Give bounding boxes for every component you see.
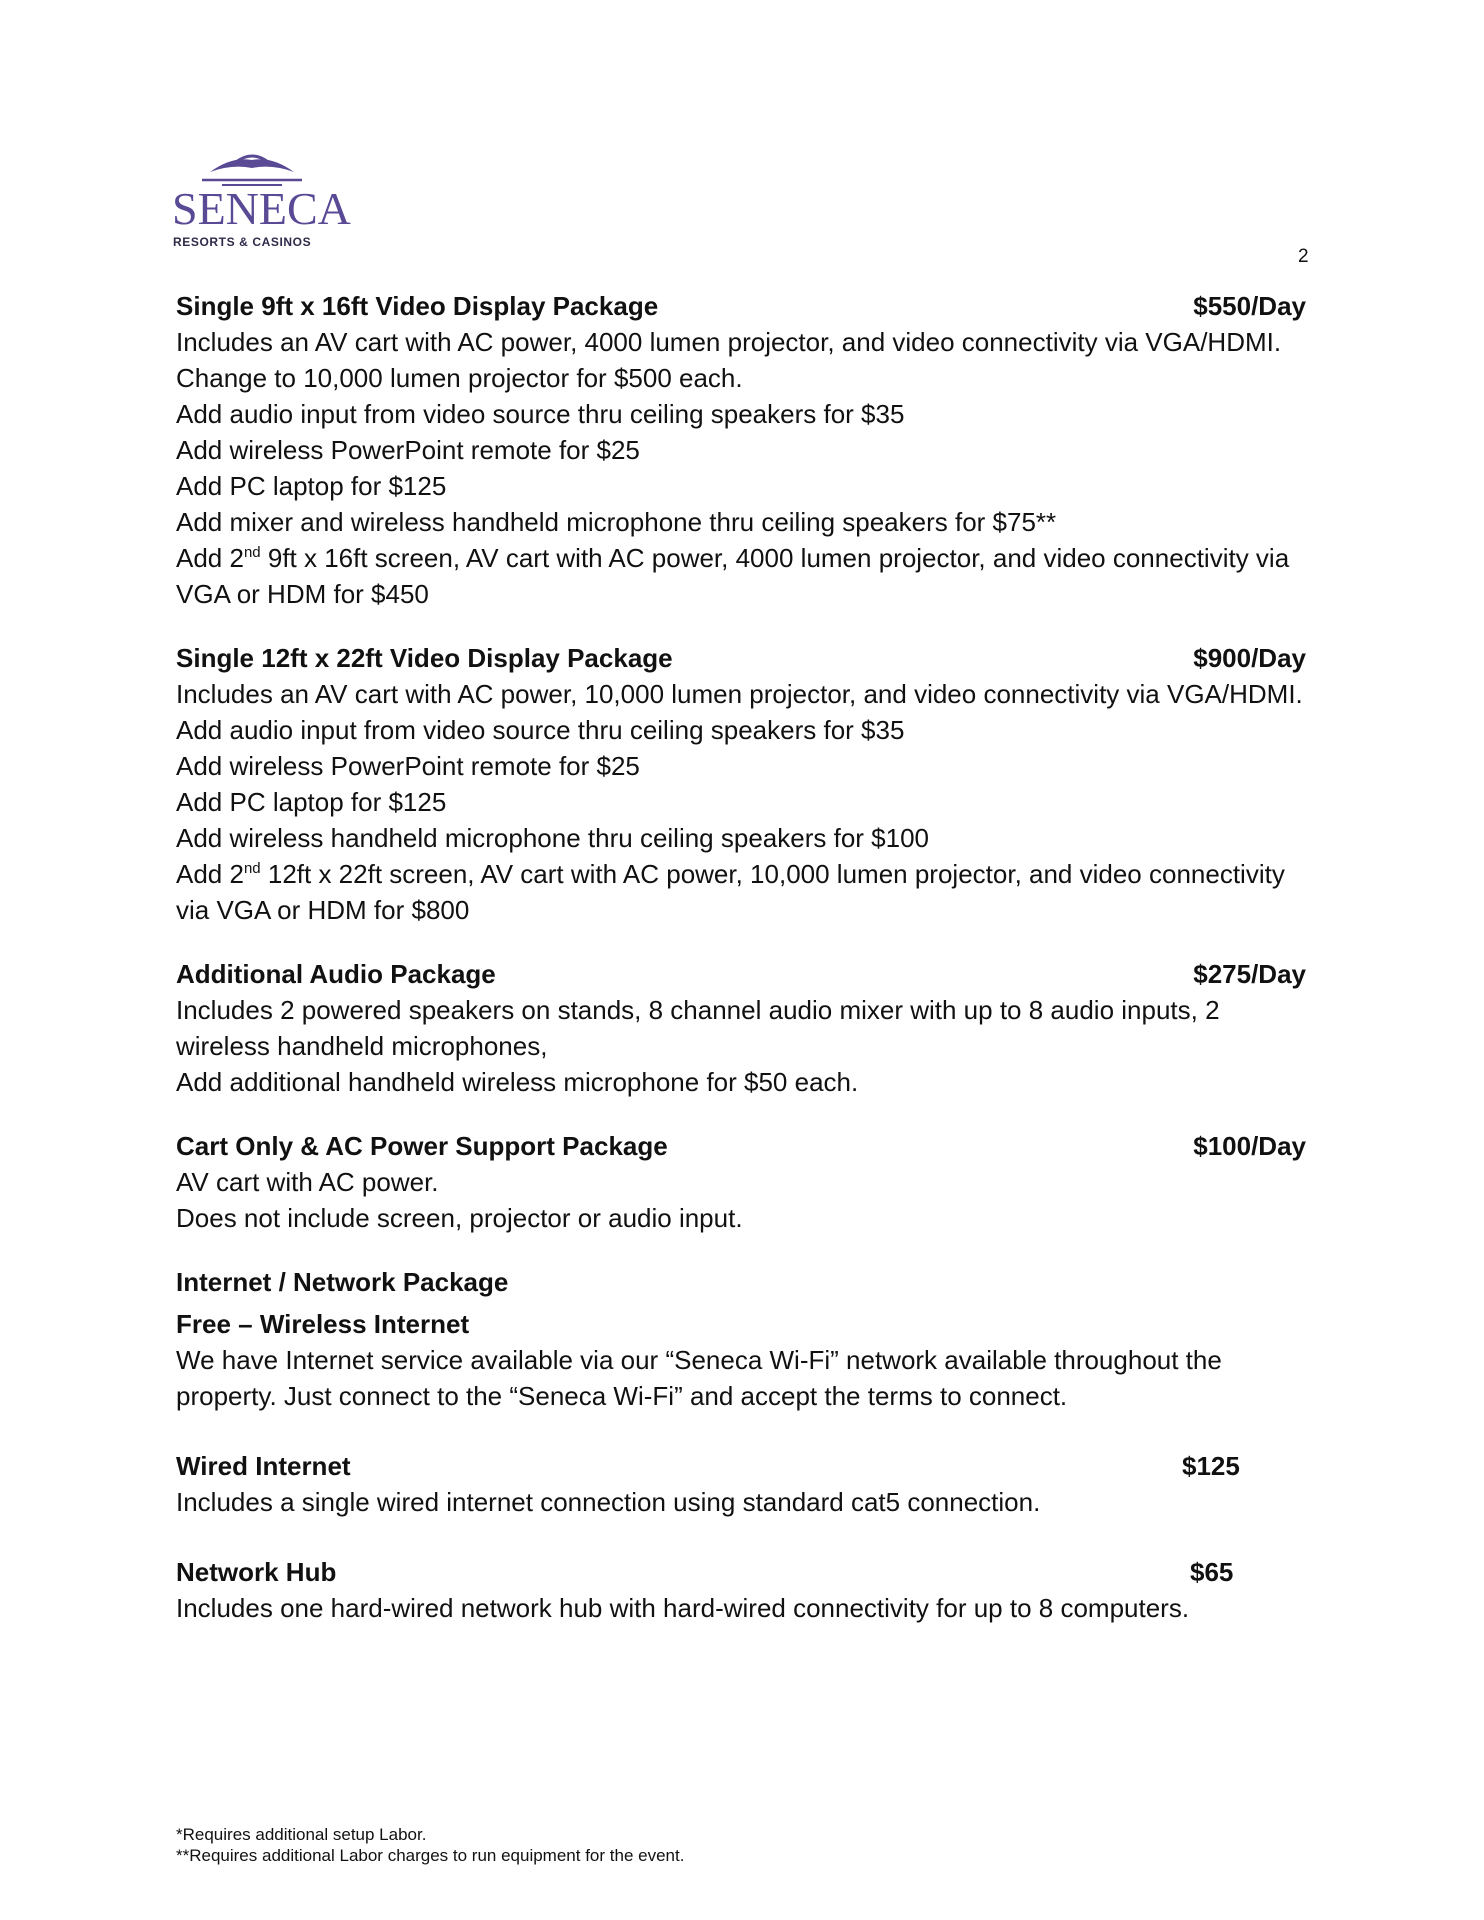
seneca-logo bbox=[172, 150, 351, 250]
footnotes bbox=[176, 1824, 684, 1866]
package-9x16 bbox=[176, 288, 1306, 612]
option-line: Add additional handheld wireless microphone for $50 each. bbox=[176, 1067, 859, 1097]
option-line: Add audio input from video source thru ceiling speakers for $35 bbox=[176, 715, 905, 745]
wired-description: Includes a single wired internet connection using standard cat5 connection. bbox=[176, 1487, 1041, 1517]
option-line: Add wireless handheld microphone thru ceiling speakers for $100 bbox=[176, 823, 929, 853]
option-line: Add PC laptop for $125 bbox=[176, 787, 447, 817]
package-description: Includes an AV cart with AC power, 4000 lumen projector, and video connectivity via VGA/HDMI. bbox=[176, 327, 1282, 357]
package-title: Single 12ft x 22ft Video Display Package bbox=[176, 643, 673, 673]
hub-title: Network Hub bbox=[176, 1557, 337, 1587]
logo-brand-text: SENECA bbox=[172, 183, 351, 234]
logo-subtitle: RESORTS & CASINOS bbox=[173, 235, 312, 249]
package-header bbox=[176, 956, 1306, 992]
hub-price: $65 bbox=[1190, 1557, 1234, 1587]
package-header bbox=[176, 288, 1306, 324]
wired-header bbox=[176, 1448, 1306, 1484]
package-description: Does not include screen, projector or audio input. bbox=[176, 1203, 743, 1233]
package-audio bbox=[176, 956, 1306, 1100]
document-body bbox=[176, 288, 1306, 1654]
page-number: 2 bbox=[1298, 246, 1309, 267]
package-price: $550/Day bbox=[1193, 291, 1306, 321]
package-header bbox=[176, 640, 1306, 676]
package-title: Additional Audio Package bbox=[176, 959, 496, 989]
option-line-second-screen: Add 2nd 9ft x 16ft screen, AV cart with AC power, 4000 lumen projector, and video connectivity via VGA or HDM for $450 bbox=[176, 543, 1290, 609]
package-title: Single 9ft x 16ft Video Display Package bbox=[176, 291, 659, 321]
hub-description: Includes one hard-wired network hub with hard-wired connectivity for up to 8 computers. bbox=[176, 1593, 1190, 1623]
footnote: *Requires additional setup Labor. bbox=[176, 1825, 427, 1844]
package-internet bbox=[176, 1264, 1306, 1626]
wired-price: $125 bbox=[1182, 1451, 1240, 1481]
package-description: Includes an AV cart with AC power, 10,000 lumen projector, and video connectivity via VGA/HDMI. bbox=[176, 679, 1303, 709]
package-title: Internet / Network Package bbox=[176, 1267, 509, 1297]
option-line: Add wireless PowerPoint remote for $25 bbox=[176, 435, 640, 465]
option-line: Add wireless PowerPoint remote for $25 bbox=[176, 751, 640, 781]
footnote: **Requires additional Labor charges to run equipment for the event. bbox=[176, 1846, 685, 1865]
package-12x22 bbox=[176, 640, 1306, 928]
wired-title: Wired Internet bbox=[176, 1451, 351, 1481]
package-price: $900/Day bbox=[1193, 643, 1306, 673]
package-description: Includes 2 powered speakers on stands, 8 channel audio mixer with up to 8 audio inputs, 2 wireless handheld microphones, bbox=[176, 995, 1220, 1061]
option-line-second-screen: Add 2nd 12ft x 22ft screen, AV cart with AC power, 10,000 lumen projector, and video connectivity via VGA or HDM for $800 bbox=[176, 859, 1285, 925]
package-cart-only bbox=[176, 1128, 1306, 1236]
option-line: Add PC laptop for $125 bbox=[176, 471, 447, 501]
package-description: AV cart with AC power. bbox=[176, 1167, 439, 1197]
option-line: Add mixer and wireless handheld microphone thru ceiling speakers for $75** bbox=[176, 507, 1057, 537]
wireless-description: We have Internet service available via our “Seneca Wi-Fi” network available throughout the property. Just connect to the “Seneca Wi-Fi” and accept the terms to connect. bbox=[176, 1345, 1222, 1411]
option-line: Add audio input from video source thru ceiling speakers for $35 bbox=[176, 399, 905, 429]
package-title: Cart Only & AC Power Support Package bbox=[176, 1131, 668, 1161]
package-header bbox=[176, 1128, 1306, 1164]
wireless-title: Free – Wireless Internet bbox=[176, 1309, 470, 1339]
option-line: Change to 10,000 lumen projector for $500 each. bbox=[176, 363, 743, 393]
package-price: $275/Day bbox=[1193, 959, 1306, 989]
package-price: $100/Day bbox=[1193, 1131, 1306, 1161]
hub-header bbox=[176, 1554, 1306, 1590]
